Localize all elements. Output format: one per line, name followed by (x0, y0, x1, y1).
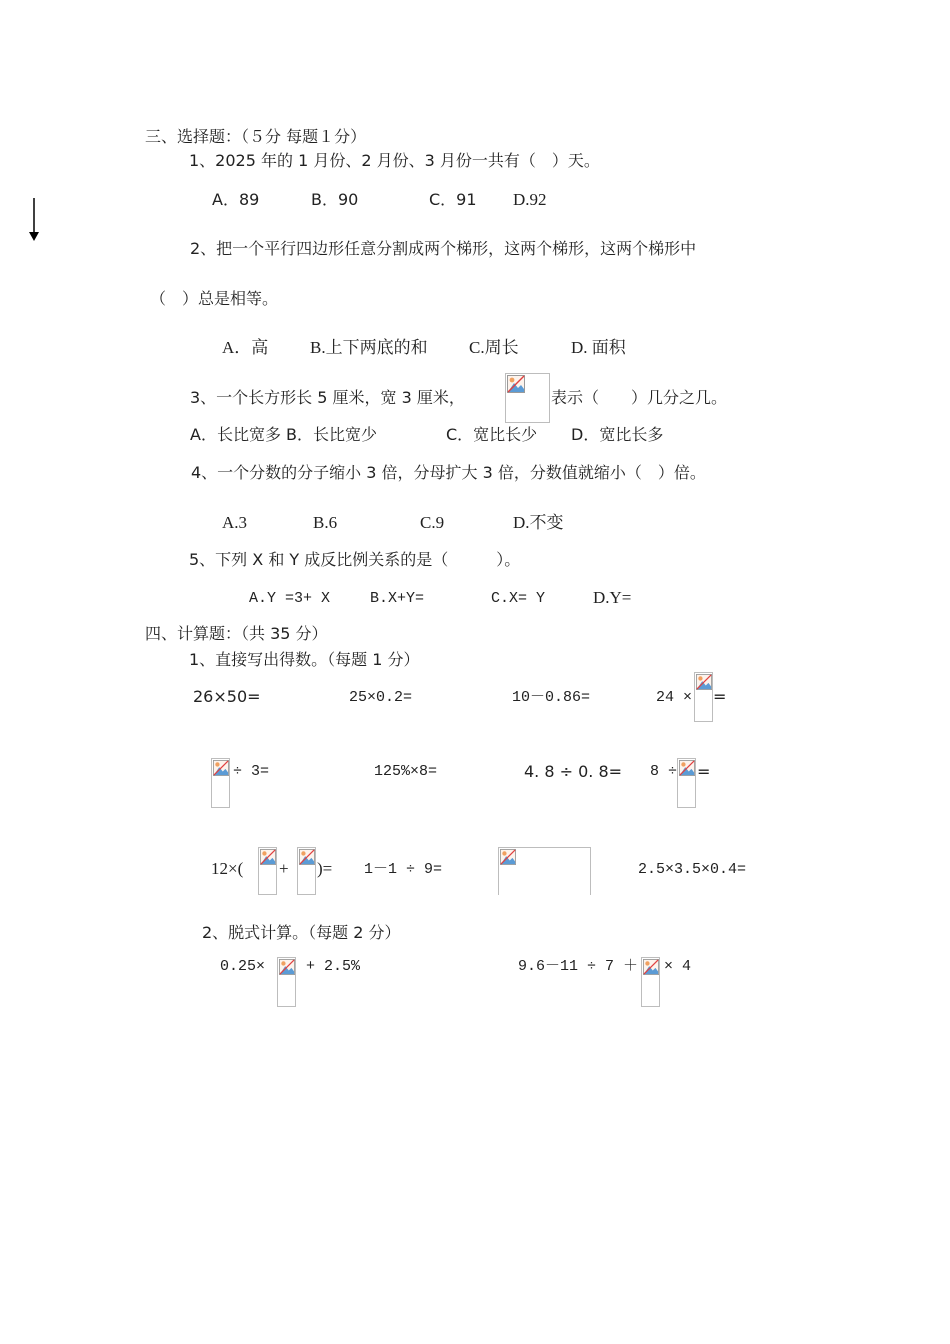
calc-2-2: 125%×8= (374, 763, 438, 780)
fraction-image (258, 847, 277, 895)
expr-2-prefix: 9.6－11 ÷ 7 ＋ (518, 958, 639, 975)
q3-option-a-b: A．长比宽多 B．长比宽少 (190, 425, 378, 444)
broken-image-icon (507, 375, 525, 393)
question-2-text-line1: 2、把一个平行四边形任意分割成两个梯形，这两个梯形，这两个梯形中 (190, 239, 697, 258)
question-3-text-before: 3、一个长方形长 5 厘米，宽 3 厘米， (190, 388, 465, 407)
fraction-image (641, 957, 660, 1007)
calc-2-1: ÷ 3= (233, 763, 270, 780)
calc-1-2: 25×0.2= (349, 689, 413, 706)
broken-image-icon (279, 959, 295, 975)
fraction-image (694, 672, 713, 722)
fraction-image (211, 758, 230, 808)
calc-2-4-suffix: = (697, 762, 711, 781)
q4-option-a: A.3 (222, 513, 248, 532)
q5-option-a: A.Y =3+ X (249, 590, 331, 607)
broken-image-icon (213, 760, 229, 776)
broken-image-icon (696, 674, 712, 690)
question-5-text: 5、下列 X 和 Y 成反比例关系的是（ ）。 (189, 550, 521, 569)
q1-option-b: B．90 (311, 190, 359, 209)
section-three-title: 三、选择题：（５分 每题１分） (145, 127, 367, 146)
calc-3-4: 2.5×3.5×0.4= (638, 861, 747, 878)
question-4-text: 4、一个分数的分子缩小 3 倍，分母扩大 3 倍，分数值就缩小（ ）倍。 (191, 463, 706, 482)
expr-1-suffix: + 2.5% (306, 958, 361, 975)
fraction-image (505, 373, 550, 423)
question-1-text: 1、2025 年的 1 月份、2 月份、3 月份一共有（ ）天。 (189, 151, 600, 170)
q4-option-c: C.9 (420, 513, 445, 532)
calc-1-1: 26×50= (193, 687, 261, 706)
calc-3-2: 1－1 ÷ 9= (364, 861, 443, 878)
expr-2-suffix: × 4 (664, 958, 692, 975)
broken-image-icon (299, 849, 315, 865)
broken-image-icon (260, 849, 276, 865)
expression-image (498, 847, 591, 895)
calc-2-3: 4. 8 ÷ 0. 8= (524, 762, 623, 781)
q2-option-b: B.上下两底的和 (310, 338, 428, 357)
fraction-image (297, 847, 316, 895)
q2-option-d: D. 面积 (571, 338, 626, 357)
fraction-image (277, 957, 296, 1007)
q5-option-c: C.X= Y (491, 590, 546, 607)
calc-3-1-prefix: 12×( (211, 859, 244, 878)
down-arrow-icon (28, 198, 40, 242)
calc-1-3: 10－0.86= (512, 689, 591, 706)
q5-option-b: B.X+Y= (370, 590, 425, 607)
calc-part2-title: 2、脱式计算。（每题 2 分） (202, 923, 401, 942)
calc-1-4-suffix: = (713, 687, 727, 706)
q3-option-d: D．宽比长多 (571, 425, 664, 444)
q1-option-c: C．91 (429, 190, 477, 209)
calc-part1-title: 1、直接写出得数。（每题 1 分） (189, 650, 420, 669)
expr-1-prefix: 0.25× (220, 958, 266, 975)
broken-image-icon (500, 849, 516, 865)
calc-2-4-prefix: 8 ÷ (650, 763, 678, 780)
question-2-text-line2: （ ）总是相等。 (150, 289, 279, 308)
q2-option-a: A．高 (222, 338, 269, 357)
q1-option-d: D.92 (513, 190, 547, 209)
q5-option-d: D.Y= (593, 588, 632, 607)
broken-image-icon (679, 760, 695, 776)
section-four-title: 四、计算题：（共 35 分） (145, 624, 328, 643)
question-3-text-after: 表示（ ）几分之几。 (551, 388, 728, 407)
calc-3-1-plus: + (279, 859, 289, 878)
calc-3-1-suffix: )= (317, 859, 333, 878)
q2-option-c: C.周长 (469, 338, 519, 357)
q4-option-d: D.不变 (513, 513, 564, 532)
q4-option-b: B.6 (313, 513, 338, 532)
fraction-image (677, 758, 696, 808)
q3-option-c: C．宽比长少 (446, 425, 538, 444)
broken-image-icon (643, 959, 659, 975)
q1-option-a: A．89 (212, 190, 260, 209)
calc-1-4-prefix: 24 × (656, 689, 693, 706)
